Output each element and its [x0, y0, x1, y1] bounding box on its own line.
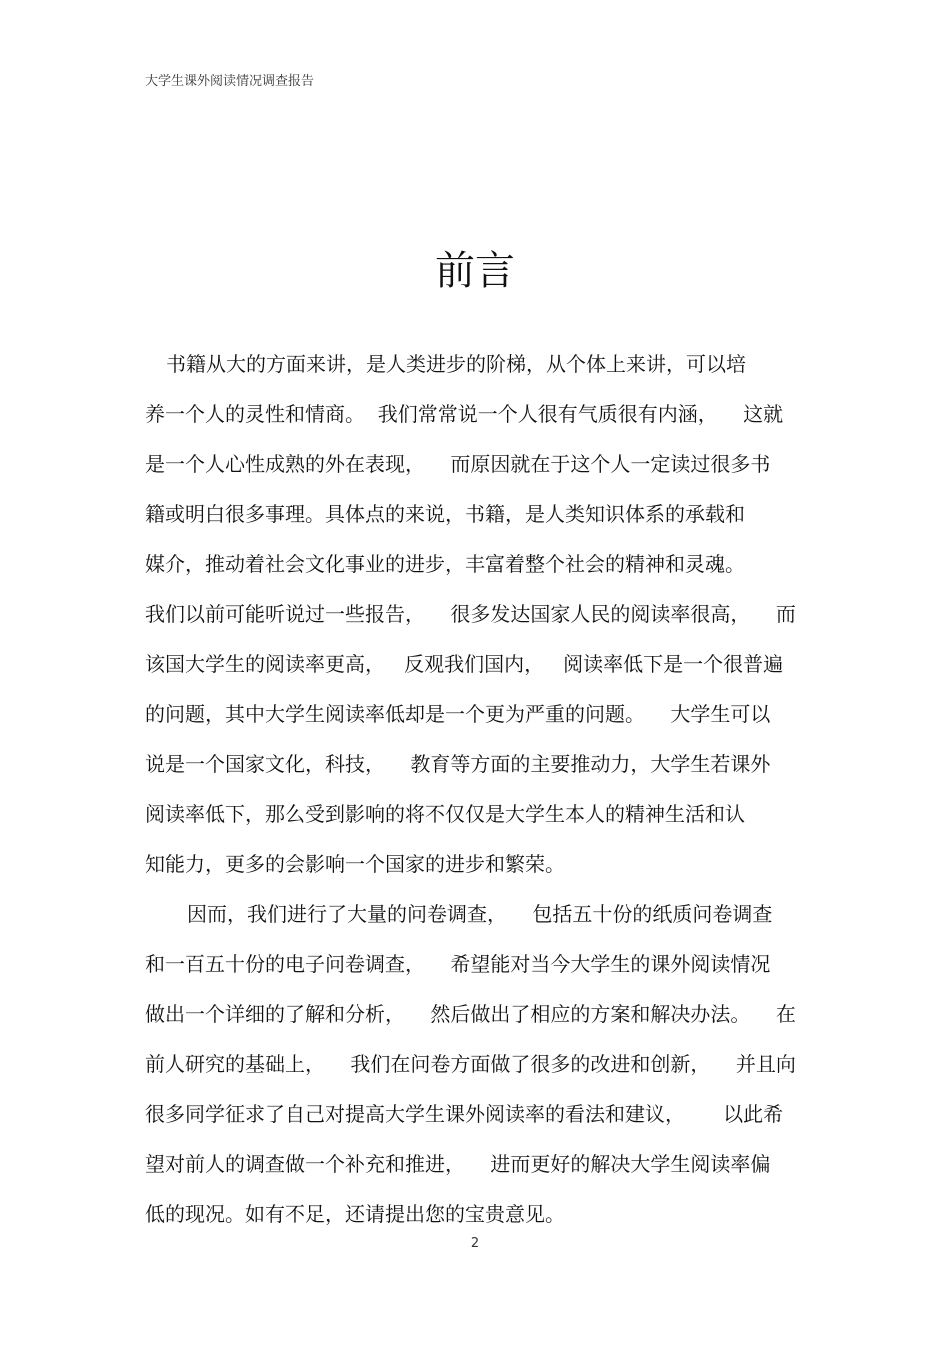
text-line: 是一个人心性成熟的外在表现， 而原因就在于这个人一定读过很多书 [145, 452, 771, 476]
text-line: 该国大学生的阅读率更高， 反观我们国内， 阅读率低下是一个很普遍 [145, 652, 784, 676]
text-line: 媒介，推动着社会文化事业的进步，丰富着整个社会的精神和灵魂。 [145, 552, 745, 576]
running-header: 大学生课外阅读情况调查报告 [145, 74, 315, 89]
text-line: 我们以前可能听说过一些报告， 很多发达国家人民的阅读率很高， 而 [145, 602, 796, 626]
text-line: 的问题，其中大学生阅读率低却是一个更为严重的问题。 大学生可以 [145, 702, 771, 726]
page-number: 2 [470, 1236, 480, 1251]
text-line: 书籍从大的方面来讲，是人类进步的阶梯，从个体上来讲，可以培 [166, 352, 746, 376]
text-line: 很多同学征求了自己对提高大学生课外阅读率的看法和建议， 以此希 [145, 1102, 784, 1126]
text-line: 说是一个国家文化，科技， 教育等方面的主要推动力，大学生若课外 [145, 752, 771, 776]
text-line: 前人研究的基础上， 我们在问卷方面做了很多的改进和创新， 并且向 [145, 1052, 796, 1076]
text-line: 养一个人的灵性和情商。 我们常常说一个人很有气质很有内涵， 这就 [145, 402, 784, 426]
text-line: 籍或明白很多事理。具体点的来说，书籍，是人类知识体系的承载和 [145, 502, 745, 526]
text-line: 低的现况。如有不足，还请提出您的宝贵意见。 [145, 1202, 565, 1226]
text-line: 和一百五十份的电子问卷调查， 希望能对当今大学生的课外阅读情况 [145, 952, 771, 976]
text-line: 望对前人的调查做一个补充和推进， 进而更好的解决大学生阅读率偏 [145, 1152, 771, 1176]
text-line: 知能力，更多的会影响一个国家的进步和繁荣。 [145, 852, 565, 876]
text-line: 阅读率低下，那么受到影响的将不仅仅是大学生本人的精神生活和认 [145, 802, 745, 826]
text-line: 做出一个详细的了解和分析， 然后做出了相应的方案和解决办法。 在 [145, 1002, 796, 1026]
page-title: 前言 [435, 248, 515, 294]
text-line: 因而，我们进行了大量的问卷调查， 包括五十份的纸质问卷调查 [187, 902, 773, 926]
